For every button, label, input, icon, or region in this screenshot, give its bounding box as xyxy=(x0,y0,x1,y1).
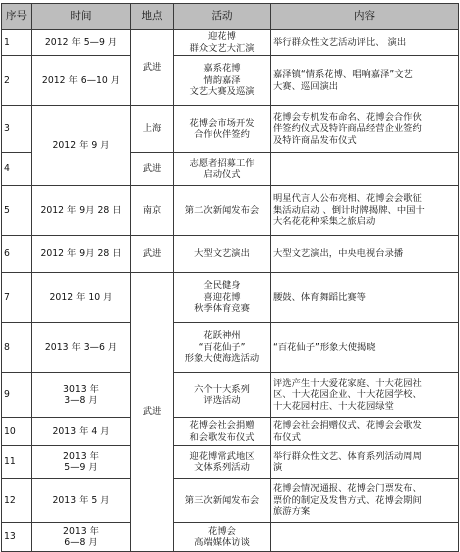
header-place: 地点 xyxy=(131,4,174,30)
row-time: 2013 年 5 月 xyxy=(32,479,131,523)
row-activity: 迎花博 群众文艺大汇演 xyxy=(174,30,271,56)
row-time: 2012 年 10 月 xyxy=(32,273,131,323)
table-row xyxy=(2,479,459,523)
row-time: 2013 年 3—6 月 xyxy=(32,323,131,373)
row-time: 3013 年 3—8 月 xyxy=(32,373,131,418)
table-row xyxy=(2,418,459,446)
row-content: 嘉泽镇“情系花博、唱响嘉泽”文艺 大赛、巡回演出 xyxy=(271,56,459,106)
row-time: 2012 年 9月 28 日 xyxy=(32,186,131,236)
row-time: 2013 年 5—9 月 xyxy=(32,446,131,479)
row-activity: 志愿者招募工作 启动仪式 xyxy=(174,153,271,186)
table-row xyxy=(2,373,459,418)
table-row xyxy=(2,523,459,552)
row-place: 武进 xyxy=(131,236,174,273)
table-row xyxy=(2,106,459,153)
row-place: 武进 xyxy=(131,273,174,552)
row-activity: 嘉系花博 情韵嘉泽 文艺大赛及巡演 xyxy=(174,56,271,106)
row-index: 11 xyxy=(2,446,32,479)
row-content: 花博会情况通报、花博会门票发布、 票价的制定及发售方式、花博会期间 旅游方案 xyxy=(271,479,459,523)
row-activity: 花博会市场开发 合作伙伴签约 xyxy=(174,106,271,153)
row-activity: 迎花博常武地区 文体系列活动 xyxy=(174,446,271,479)
row-content: 举行群众性文艺活动评比、 演出 xyxy=(271,30,459,56)
row-activity: 大型文艺演出 xyxy=(174,236,271,273)
row-content: 举行群众性文艺、体育系列活动周周 演 xyxy=(271,446,459,479)
table-row xyxy=(2,323,459,373)
row-time: 2013 年 4 月 xyxy=(32,418,131,446)
row-place: 南京 xyxy=(131,186,174,236)
row-index: 4 xyxy=(2,153,32,186)
row-time: 2012 年 9月 28 日 xyxy=(32,236,131,273)
row-index: 6 xyxy=(2,236,32,273)
table-row xyxy=(2,273,459,323)
row-activity: 全民健身 喜迎花博 秋季体育竞赛 xyxy=(174,273,271,323)
header-index: 序号 xyxy=(2,4,32,30)
row-activity: 花跃神州 “百花仙子” 形象大使海选活动 xyxy=(174,323,271,373)
row-time: 2012 年 5—9 月 xyxy=(32,30,131,56)
row-content xyxy=(271,153,459,186)
table-row xyxy=(2,446,459,479)
row-time: 2013 年 6—8 月 xyxy=(32,523,131,552)
row-content: 评选产生十大爱花家庭、十大花园社 区、十大花园企业、十大花园学校、 十大花园村庄、十大花园绿堂 xyxy=(271,373,459,418)
header-row xyxy=(2,4,459,30)
row-content: 腰鼓、体育舞蹈比赛等 xyxy=(271,273,459,323)
table-row xyxy=(2,236,459,273)
schedule-table xyxy=(1,3,459,552)
row-index: 5 xyxy=(2,186,32,236)
row-time: 2012 年 9 月 xyxy=(32,106,131,186)
row-content xyxy=(271,523,459,552)
row-index: 13 xyxy=(2,523,32,552)
row-place: 武进 xyxy=(131,30,174,106)
row-index: 7 xyxy=(2,273,32,323)
row-content: “百花仙子”形象大使揭晓 xyxy=(271,323,459,373)
row-index: 1 xyxy=(2,30,32,56)
header-time: 时间 xyxy=(32,4,131,30)
table-row xyxy=(2,30,459,56)
row-content: 花博会社会捐赠仪式、花博会会歌发 布仪式 xyxy=(271,418,459,446)
row-index: 9 xyxy=(2,373,32,418)
row-index: 10 xyxy=(2,418,32,446)
row-activity: 第二次新闻发布会 xyxy=(174,186,271,236)
row-activity: 六个十大系列 评选活动 xyxy=(174,373,271,418)
row-index: 8 xyxy=(2,323,32,373)
row-place: 上海 xyxy=(131,106,174,153)
row-content: 花博会专机发布命名、花博会合作伙 伴签约仪式及特许商品经营企业签约 及特许商品发布仪式 xyxy=(271,106,459,153)
header-content: 内容 xyxy=(271,4,459,30)
row-activity: 花博会 高端媒体访谈 xyxy=(174,523,271,552)
row-content: 明星代言人公布亮相、花博会会歌征 集活动启动 、倒计时牌揭牌、中国十 大名花花种采集之旅启动 xyxy=(271,186,459,236)
table-row xyxy=(2,186,459,236)
row-activity: 第三次新闻发布会 xyxy=(174,479,271,523)
row-time: 2012 年 6—10 月 xyxy=(32,56,131,106)
row-place: 武进 xyxy=(131,153,174,186)
row-activity: 花博会社会捐赠 和会歌发布仪式 xyxy=(174,418,271,446)
row-content: 大型文艺演出，中央电视台录播 xyxy=(271,236,459,273)
row-index: 3 xyxy=(2,106,32,153)
row-index: 12 xyxy=(2,479,32,523)
table-row xyxy=(2,56,459,106)
header-activity: 活动 xyxy=(174,4,271,30)
row-index: 2 xyxy=(2,56,32,106)
